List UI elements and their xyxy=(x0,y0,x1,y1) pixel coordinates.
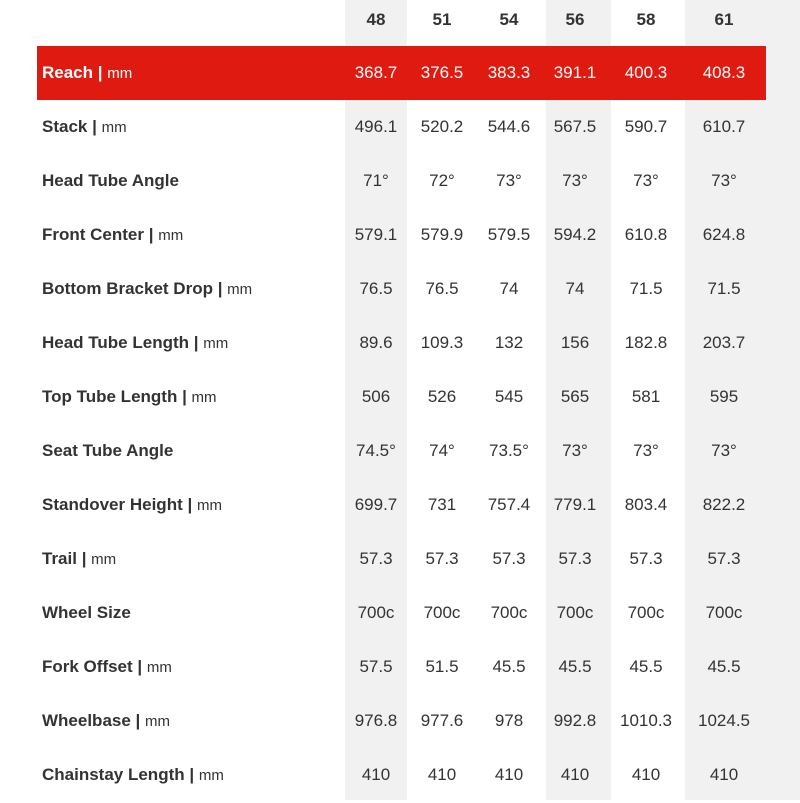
row-label-text: Standover Height xyxy=(42,495,183,514)
table-cell: 57.3 xyxy=(558,549,592,568)
row-label-text: Reach xyxy=(42,63,94,82)
table-cell: 73° xyxy=(633,441,659,460)
table-cell: 73° xyxy=(562,171,588,190)
table-cell: 45.5 xyxy=(629,657,663,676)
table-cell: 45.5 xyxy=(492,657,526,676)
table-row xyxy=(0,748,800,802)
table-cell: 520.2 xyxy=(420,117,464,136)
table-cell: 74° xyxy=(429,441,455,460)
table-cell: 45.5 xyxy=(558,657,592,676)
table-cell: 581 xyxy=(631,387,661,406)
row-unit: mm xyxy=(196,497,222,514)
table-cell: 594.2 xyxy=(553,225,597,244)
table-cell: 391.1 xyxy=(553,63,597,82)
row-label xyxy=(42,748,224,802)
unit-separator: | xyxy=(76,549,92,568)
table-cell: 51.5 xyxy=(425,657,459,676)
table-cell: 73.5° xyxy=(489,441,529,460)
table-cell: 74 xyxy=(499,279,519,298)
table-cell: 72° xyxy=(429,171,455,190)
row-label-text: Stack xyxy=(42,117,88,136)
table-cell: 579.9 xyxy=(420,225,464,244)
row-label-text: Head Tube Angle xyxy=(42,171,179,190)
row-label-text: Bottom Bracket Drop xyxy=(42,279,213,298)
row-label-text: Front Center xyxy=(42,225,144,244)
table-cell: 624.8 xyxy=(702,225,746,244)
row-label-text: Trail xyxy=(42,549,77,568)
table-row xyxy=(0,316,800,370)
unit-separator: | xyxy=(132,657,147,676)
table-cell: 595 xyxy=(709,387,739,406)
table-cell: 779.1 xyxy=(553,495,597,514)
table-cell: 700c xyxy=(627,603,665,622)
unit-separator: | xyxy=(189,333,204,352)
table-row xyxy=(0,478,800,532)
row-unit: mm xyxy=(227,281,253,298)
table-cell: 408.3 xyxy=(702,63,746,82)
table-cell: 992.8 xyxy=(553,711,597,730)
table-cell: 71.5 xyxy=(707,279,741,298)
row-unit: mm xyxy=(198,767,224,784)
table-cell: 822.2 xyxy=(702,495,746,514)
table-cell: 700c xyxy=(490,603,528,622)
size-header-56: 56 xyxy=(565,10,585,29)
table-cell: 731 xyxy=(427,495,457,514)
size-header-54: 54 xyxy=(499,10,519,29)
table-cell: 71° xyxy=(363,171,389,190)
table-cell: 410 xyxy=(631,765,661,784)
table-cell: 1010.3 xyxy=(620,711,672,730)
table-cell: 579.5 xyxy=(487,225,531,244)
table-cell: 590.7 xyxy=(624,117,668,136)
table-row xyxy=(0,694,800,748)
table-cell: 57.3 xyxy=(492,549,526,568)
table-cell: 109.3 xyxy=(420,333,464,352)
table-cell: 182.8 xyxy=(624,333,668,352)
table-cell: 544.6 xyxy=(487,117,531,136)
table-cell: 156 xyxy=(560,333,590,352)
row-unit: mm xyxy=(191,389,217,406)
table-cell: 45.5 xyxy=(707,657,741,676)
table-cell: 57.3 xyxy=(629,549,663,568)
table-cell: 699.7 xyxy=(354,495,398,514)
table-row xyxy=(0,154,800,208)
row-unit: mm xyxy=(158,227,184,244)
table-cell: 506 xyxy=(361,387,391,406)
table-cell: 71.5 xyxy=(629,279,663,298)
table-cell: 579.1 xyxy=(354,225,398,244)
table-cell: 567.5 xyxy=(553,117,597,136)
table-row xyxy=(0,208,800,262)
table-row xyxy=(0,424,800,478)
table-cell: 565 xyxy=(560,387,590,406)
row-label-text: Top Tube Length xyxy=(42,387,178,406)
unit-separator: | xyxy=(177,387,192,406)
table-cell: 1024.5 xyxy=(698,711,750,730)
table-cell: 610.8 xyxy=(624,225,668,244)
row-label xyxy=(42,478,222,532)
unit-separator: | xyxy=(184,765,199,784)
row-label xyxy=(42,532,116,586)
table-cell: 410 xyxy=(361,765,391,784)
row-unit: mm xyxy=(146,659,172,676)
row-unit: mm xyxy=(91,551,117,568)
table-cell: 203.7 xyxy=(702,333,746,352)
row-unit: mm xyxy=(145,713,171,730)
table-cell: 57.3 xyxy=(425,549,459,568)
row-label-text: Fork Offset xyxy=(42,657,133,676)
row-label-text: Chainstay Length xyxy=(42,765,185,784)
size-header-51: 51 xyxy=(432,10,452,29)
table-cell: 700c xyxy=(556,603,594,622)
table-cell: 978 xyxy=(494,711,524,730)
row-label-text: Wheel Size xyxy=(42,603,131,622)
table-cell: 57.3 xyxy=(359,549,393,568)
table-cell: 700c xyxy=(705,603,743,622)
row-label xyxy=(42,100,127,154)
table-cell: 73° xyxy=(633,171,659,190)
table-cell: 73° xyxy=(711,441,737,460)
size-header-58: 58 xyxy=(636,10,656,29)
table-cell: 368.7 xyxy=(354,63,398,82)
table-cell: 57.3 xyxy=(707,549,741,568)
table-cell: 89.6 xyxy=(359,333,393,352)
row-label xyxy=(42,262,252,316)
table-row xyxy=(0,532,800,586)
table-cell: 496.1 xyxy=(354,117,398,136)
row-unit: mm xyxy=(107,65,133,82)
table-cell: 376.5 xyxy=(420,63,464,82)
table-cell: 132 xyxy=(494,333,524,352)
table-cell: 73° xyxy=(562,441,588,460)
table-cell: 976.8 xyxy=(354,711,398,730)
table-row xyxy=(0,586,800,640)
row-label xyxy=(42,154,179,208)
row-label xyxy=(42,208,183,262)
unit-separator: | xyxy=(212,279,228,298)
table-cell: 400.3 xyxy=(624,63,668,82)
table-cell: 76.5 xyxy=(425,279,459,298)
table-cell: 383.3 xyxy=(487,63,531,82)
table-cell: 526 xyxy=(427,387,457,406)
table-cell: 410 xyxy=(560,765,590,784)
row-label xyxy=(42,46,132,100)
table-cell: 700c xyxy=(423,603,461,622)
table-cell: 410 xyxy=(427,765,457,784)
table-cell: 610.7 xyxy=(702,117,746,136)
table-cell: 76.5 xyxy=(359,279,393,298)
unit-separator: | xyxy=(93,63,108,82)
table-cell: 410 xyxy=(494,765,524,784)
row-label-text: Seat Tube Angle xyxy=(42,441,174,460)
row-unit: mm xyxy=(203,335,229,352)
row-label xyxy=(42,370,217,424)
table-cell: 410 xyxy=(709,765,739,784)
table-cell: 700c xyxy=(357,603,395,622)
row-label xyxy=(42,424,173,478)
table-cell: 73° xyxy=(496,171,522,190)
row-label-text: Head Tube Length xyxy=(42,333,190,352)
row-label xyxy=(42,586,131,640)
table-cell: 757.4 xyxy=(487,495,531,514)
row-unit: mm xyxy=(101,119,127,136)
unit-separator: | xyxy=(87,117,102,136)
table-row xyxy=(0,640,800,694)
row-label-text: Wheelbase xyxy=(42,711,131,730)
table-row xyxy=(0,370,800,424)
table-cell: 803.4 xyxy=(624,495,668,514)
table-cell: 74.5° xyxy=(356,441,396,460)
table-cell: 73° xyxy=(711,171,737,190)
row-label xyxy=(42,640,172,694)
unit-separator: | xyxy=(182,495,197,514)
unit-separator: | xyxy=(144,225,159,244)
table-row xyxy=(0,262,800,316)
row-label xyxy=(42,316,228,370)
unit-separator: | xyxy=(130,711,146,730)
table-cell: 57.5 xyxy=(359,657,393,676)
table-row xyxy=(37,46,766,100)
table-cell: 545 xyxy=(494,387,524,406)
table-cell: 977.6 xyxy=(420,711,464,730)
size-header-48: 48 xyxy=(366,10,386,29)
size-header-61: 61 xyxy=(714,10,734,29)
row-label xyxy=(42,694,170,748)
table-cell: 74 xyxy=(565,279,585,298)
table-row xyxy=(0,100,800,154)
